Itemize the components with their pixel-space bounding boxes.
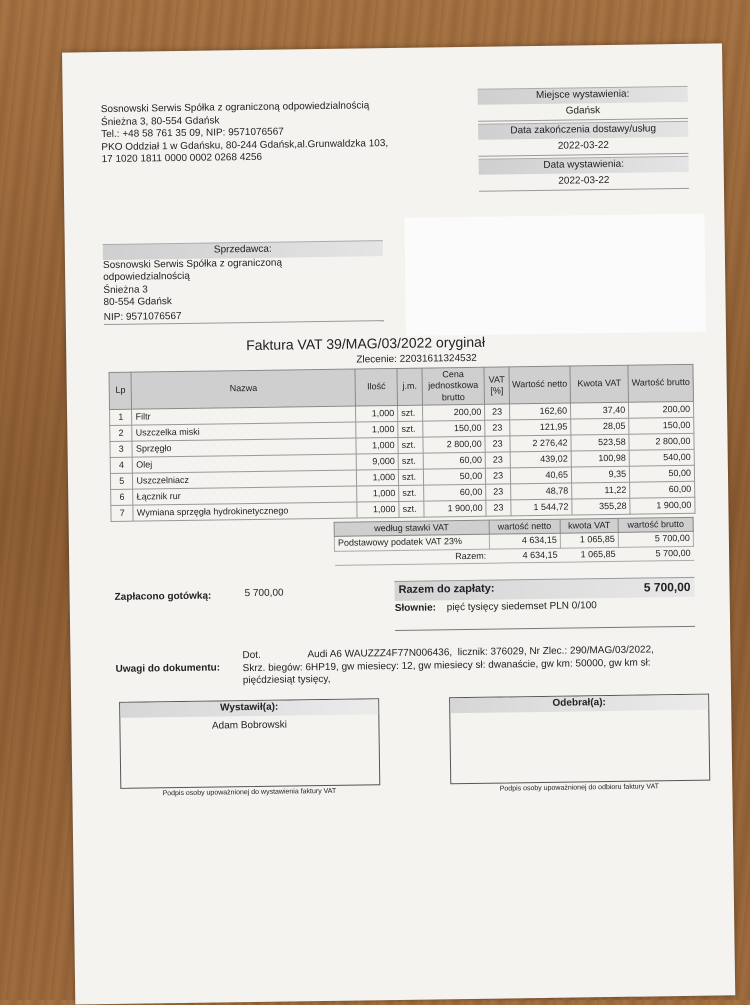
table-cell: 37,40 bbox=[571, 402, 629, 419]
seller-line: Śnieżna 3 bbox=[103, 283, 148, 296]
issued-by-caption: Podpis osoby upoważnionej do wystawienia faktury VAT bbox=[162, 787, 337, 798]
table-cell: 200,00 bbox=[629, 401, 694, 418]
order-number: Zlecenie: 22031611324532 bbox=[356, 352, 477, 366]
table-cell: 1,000 bbox=[357, 485, 399, 502]
table-cell: 2 800,00 bbox=[423, 436, 486, 453]
vat-col-net: wartość netto bbox=[489, 519, 561, 534]
table-cell: Sprzęgło bbox=[132, 438, 356, 457]
table-cell: szt. bbox=[398, 469, 423, 485]
vat-summary-table bbox=[334, 517, 695, 566]
words-value: pięć tysięcy siedemset PLN 0/100 bbox=[446, 600, 597, 614]
table-cell: 2 800,00 bbox=[629, 433, 694, 450]
table-cell: 9,35 bbox=[571, 466, 629, 483]
table-cell: szt. bbox=[398, 453, 423, 469]
table-cell: 60,00 bbox=[423, 484, 486, 501]
table-cell: 1,000 bbox=[356, 405, 398, 422]
table-cell: 2 276,42 bbox=[510, 435, 571, 452]
total-due bbox=[394, 577, 694, 601]
received-by-label: Odebrał(a): bbox=[450, 695, 708, 713]
table-cell: 1 900,00 bbox=[630, 497, 695, 514]
company-line: Sosnowski Serwis Spółka z ograniczoną odpowiedzialnością bbox=[100, 100, 370, 116]
table-cell: 40,65 bbox=[510, 467, 571, 484]
table-cell: 11,22 bbox=[572, 482, 630, 499]
company-line: Śnieżna 3, 80-554 Gdańsk bbox=[100, 114, 220, 128]
table-cell: 540,00 bbox=[629, 449, 694, 466]
table-cell: 48,78 bbox=[511, 483, 572, 500]
table-cell: 60,00 bbox=[630, 481, 695, 498]
received-by-box bbox=[449, 694, 710, 785]
place-label: Miejsce wystawienia: bbox=[478, 86, 688, 104]
table-cell: szt. bbox=[398, 405, 423, 421]
table-cell: Uszczelniacz bbox=[133, 470, 357, 489]
notes-line: pięćdziesiąt tysięcy, bbox=[242, 673, 331, 687]
company-header bbox=[101, 99, 432, 166]
table-cell: 2 bbox=[110, 425, 133, 441]
table-cell: szt. bbox=[399, 485, 424, 501]
delivery-value: 2022-03-22 bbox=[478, 136, 688, 156]
words-label: Słownie: bbox=[394, 602, 437, 615]
table-cell: 23 bbox=[486, 500, 511, 516]
table-cell: 50,00 bbox=[629, 465, 694, 482]
items-table bbox=[108, 364, 695, 522]
redacted-buyer-area bbox=[404, 214, 706, 336]
table-cell: 23 bbox=[486, 484, 511, 500]
col-qty: Ilość bbox=[355, 368, 398, 405]
table-cell: 1 900,00 bbox=[424, 500, 487, 517]
table-cell: 23 bbox=[485, 420, 510, 436]
table-cell: 1,000 bbox=[356, 421, 398, 438]
received-by-caption: Podpis osoby upoważnionej do odbioru faktury VAT bbox=[499, 783, 660, 793]
seller-line: odpowiedzialnością bbox=[103, 270, 190, 284]
table-cell: 23 bbox=[485, 452, 510, 468]
table-cell: szt. bbox=[399, 501, 424, 517]
vat-sum-net: 4 634,15 bbox=[489, 548, 561, 563]
paid-cash-value: 5 700,00 bbox=[244, 587, 284, 600]
table-cell: 50,00 bbox=[423, 468, 486, 485]
notes-text bbox=[242, 644, 707, 688]
notes-line: Skrz. biegów: 6HP19, gw miesiecy: 12, gw miesiecy sł: dwanaście, gw km: 50000, gw km sł: bbox=[242, 656, 651, 674]
total-due-value: 5 700,00 bbox=[643, 579, 691, 595]
issue-date-label: Data wystawienia: bbox=[479, 156, 689, 174]
table-cell: Łącznik rur bbox=[133, 486, 357, 505]
table-cell: 162,60 bbox=[509, 403, 570, 420]
total-due-label: Razem do zapłaty: bbox=[398, 582, 495, 596]
col-unit-price: Cena jednostkowa brutto bbox=[422, 367, 485, 405]
table-cell: 439,02 bbox=[510, 451, 571, 468]
seller-line: Sosnowski Serwis Spółka z ograniczoną bbox=[102, 257, 283, 271]
col-vat: VAT [%] bbox=[484, 367, 509, 404]
col-gross: Wartość brutto bbox=[628, 364, 693, 402]
seller-line: NIP: 9571076567 bbox=[104, 308, 384, 325]
table-cell: Olej bbox=[133, 454, 357, 473]
table-cell: 100,98 bbox=[571, 450, 629, 467]
table-cell: 4 bbox=[110, 457, 133, 473]
table-cell: Uszczelka miski bbox=[132, 422, 356, 441]
table-cell: 7 bbox=[111, 505, 134, 521]
table-cell: 23 bbox=[486, 468, 511, 484]
table-cell: 1,000 bbox=[357, 501, 399, 518]
seller-block bbox=[103, 238, 384, 325]
notes-line: Dot. Audi A6 WAUZZZ4F77N006436, licznik: 376029, Nr Zlec.: 290/MAG/03/2022, bbox=[242, 644, 654, 662]
col-vat-amount: Kwota VAT bbox=[570, 365, 629, 403]
notes-label: Uwagi do dokumentu: bbox=[115, 662, 221, 675]
vat-net: 4 634,15 bbox=[489, 533, 561, 548]
issued-by-value: Adam Bobrowski bbox=[211, 719, 288, 732]
seller-label: Sprzedawca: bbox=[103, 240, 383, 259]
table-cell: 6 bbox=[111, 489, 134, 505]
vat-gross: 5 700,00 bbox=[618, 532, 693, 547]
table-cell: 200,00 bbox=[422, 404, 485, 421]
col-net: Wartość netto bbox=[509, 366, 571, 404]
vat-sum-amount: 1 065,85 bbox=[561, 547, 619, 562]
table-cell: 5 bbox=[110, 473, 133, 489]
table-cell: szt. bbox=[398, 437, 423, 453]
table-cell: 150,00 bbox=[423, 420, 486, 437]
seller-line: 80-554 Gdańsk bbox=[103, 296, 172, 309]
table-cell: 1 bbox=[110, 409, 133, 425]
table-cell: 523,58 bbox=[571, 434, 629, 451]
table-cell: 121,95 bbox=[510, 419, 571, 436]
amount-in-words bbox=[395, 599, 695, 631]
table-cell: 1 544,72 bbox=[511, 499, 572, 516]
paid-cash-label: Zapłacono gotówką: bbox=[114, 590, 212, 603]
table-cell: 28,05 bbox=[571, 418, 629, 435]
vat-col-gross: wartość brutto bbox=[618, 517, 693, 532]
invoice-paper bbox=[62, 43, 735, 1004]
issue-meta bbox=[478, 84, 689, 192]
vat-rate: Podstawowy podatek VAT 23% bbox=[334, 534, 489, 550]
col-lp: Lp bbox=[109, 372, 132, 409]
issued-by-label: Wystawił(a): bbox=[120, 699, 378, 717]
table-cell: 355,28 bbox=[572, 498, 630, 515]
invoice-title: Faktura VAT 39/MAG/03/2022 oryginał bbox=[246, 333, 486, 354]
table-cell: 9,000 bbox=[356, 453, 398, 470]
vat-amount: 1 065,85 bbox=[560, 533, 618, 548]
table-cell: Filtr bbox=[132, 406, 356, 425]
col-unit: j.m. bbox=[397, 368, 422, 405]
vat-sum-label: Razem: bbox=[335, 549, 490, 565]
company-line: 17 1020 1811 0000 0002 0268 4256 bbox=[101, 151, 263, 166]
table-cell: 23 bbox=[485, 436, 510, 452]
issued-by-box bbox=[119, 698, 380, 789]
table-cell: 60,00 bbox=[423, 452, 486, 469]
table-cell: Wymiana sprzęgła hydrokinetycznego bbox=[133, 502, 357, 521]
company-line: Tel.: +48 58 761 35 09, NIP: 9571076567 bbox=[101, 126, 284, 141]
vat-col-rate: według stawki VAT bbox=[334, 520, 489, 536]
table-cell: 1,000 bbox=[356, 437, 398, 454]
table-cell: 23 bbox=[485, 404, 510, 420]
issue-date-value: 2022-03-22 bbox=[479, 171, 689, 191]
col-name: Nazwa bbox=[131, 369, 355, 409]
place-value: Gdańsk bbox=[478, 101, 688, 121]
table-cell: 1,000 bbox=[356, 469, 398, 486]
vat-col-amount: kwota VAT bbox=[560, 518, 618, 533]
table-cell: 150,00 bbox=[629, 417, 694, 434]
table-cell: szt. bbox=[398, 421, 423, 437]
company-line: PKO Oddział 1 w Gdańsku, 80-244 Gdańsk,al.Grunwaldzka 103, bbox=[101, 137, 389, 153]
vat-sum-gross: 5 700,00 bbox=[619, 546, 694, 561]
delivery-label: Data zakończenia dostawy/usług bbox=[478, 121, 688, 139]
table-cell: 3 bbox=[110, 441, 133, 457]
